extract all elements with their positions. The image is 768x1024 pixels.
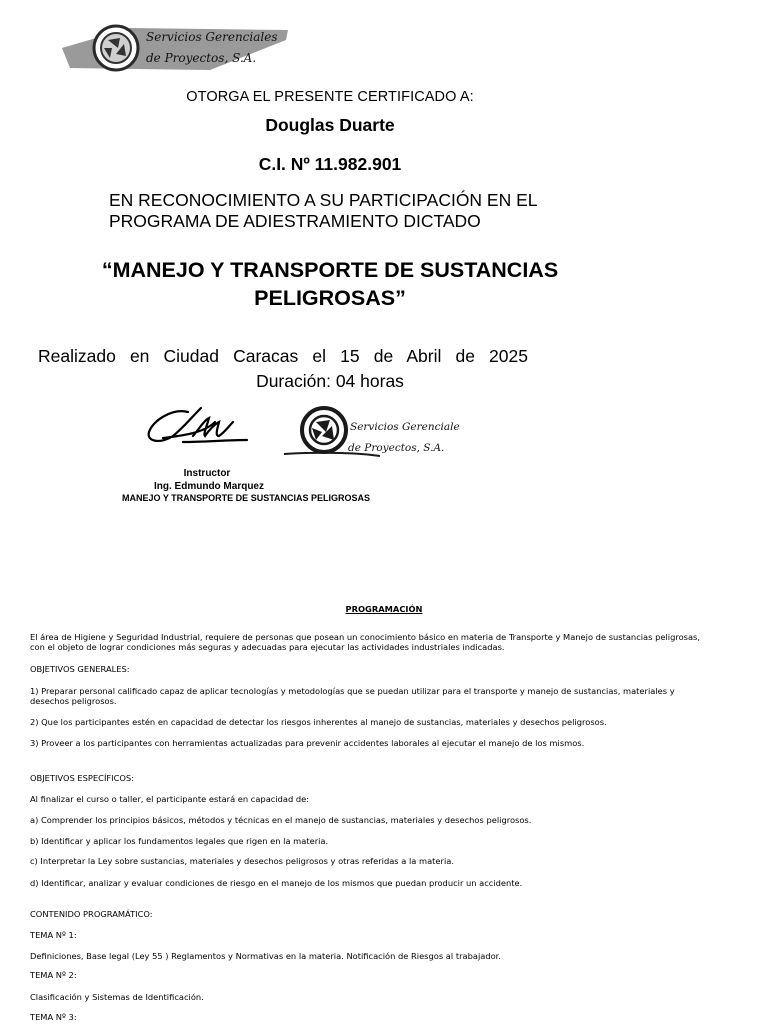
tema-1-description: Definiciones, Base legal (Ley 55 ) Reglamentos y Normativas en la materia. Notificación de Riesgos al trabajador. — [30, 951, 501, 961]
svg-text:Servicios Gerenciales: Servicios Gerenciales — [350, 421, 460, 433]
course-title-line1: “MANEJO Y TRANSPORTE DE SUSTANCIAS — [101, 258, 559, 282]
tema-2-description: Clasificación y Sistemas de Identificación. — [30, 992, 204, 1002]
recipient-id: C.I. Nº 11.982.901 — [258, 154, 402, 174]
recipient-name: Douglas Duarte — [265, 115, 395, 135]
recognition-line1: EN RECONOCIMIENTO A SU PARTICIPACIÓN EN EL — [109, 190, 538, 210]
objetivo-general-1-line1: 1) Preparar personal calificado capaz de aplicar tecnologías y metodologías que se puedan utilizar para el transporte y manejo de sustancias, materiales y — [30, 686, 675, 696]
tema-2-heading: TEMA Nº 2: — [30, 970, 77, 980]
location-date: Realizado en Ciudad Caracas el 15 de Abril de 2025 — [38, 346, 528, 366]
course-title — [40, 256, 620, 312]
objetivo-general-1-line2: desechos peligrosos. — [30, 696, 117, 706]
course-title-line2: PELIGROSAS” — [254, 286, 406, 310]
company-seal — [280, 402, 460, 466]
objetivo-especifico-b: b) Identificar y aplicar los fundamentos legales que rigen en la materia. — [30, 836, 329, 846]
tema-1-heading: TEMA Nº 1: — [30, 930, 77, 940]
objetivo-general-1 — [30, 686, 730, 706]
recognition-line2: PROGRAMA DE ADIESTRAMIENTO DICTADO — [109, 211, 481, 231]
objetivos-especificos-heading: OBJETIVOS ESPECÍFICOS: — [30, 773, 134, 783]
intro-line2: con el objeto de lograr condiciones más seguras y adecuadas para ejecutar las actividades industriales indicadas. — [30, 642, 505, 652]
contenido-heading: CONTENIDO PROGRAMÁTICO: — [30, 909, 153, 919]
programacion-heading: PROGRAMACIÓN — [345, 604, 423, 614]
svg-text:de Proyectos, S.A.: de Proyectos, S.A. — [348, 442, 445, 454]
company-name-line1: Servicios Gerenciales — [146, 30, 278, 44]
grant-line: OTORGA EL PRESENTE CERTIFICADO A: — [186, 89, 474, 105]
objetivo-especifico-d: d) Identificar, analizar y evaluar condiciones de riesgo en el manejo de los mismos que puedan producir un accidente. — [30, 878, 523, 888]
instructor-name: Ing. Edmundo Marquez — [154, 481, 264, 492]
duration: Duración: 04 horas — [256, 371, 404, 391]
objetivo-especifico-a: a) Comprender los principios básicos, métodos y técnicas en el manejo de sustancias, materiales y desechos peligrosos. — [30, 815, 532, 825]
intro-line1: El área de Higiene y Seguridad Industrial, requiere de personas que posean un conocimiento básico en materia de Transporte y Manejo de sustancias peligrosas, — [30, 632, 701, 642]
recognition-text — [109, 190, 629, 232]
objetivo-especifico-c: c) Interpretar la Ley sobre sustancias, materiales y desechos peligrosos y otras referidas a la materia. — [30, 856, 454, 866]
instructor-course: MANEJO Y TRANSPORTE DE SUSTANCIAS PELIGROSAS — [122, 493, 371, 503]
instructor-signature — [143, 400, 253, 455]
objetivos-generales-heading: OBJETIVOS GENERALES: — [30, 664, 130, 674]
tema-3-heading: TEMA Nº 3: — [30, 1012, 77, 1022]
especificos-intro: Al finalizar el curso o taller, el participante estará en capacidad de: — [30, 794, 310, 804]
objetivo-general-2: 2) Que los participantes estén en capacidad de detectar los riesgos inherentes al manejo de sustancias, materiales y desechos peligrosos. — [30, 717, 607, 727]
intro-paragraph — [30, 632, 730, 652]
company-logo — [60, 18, 292, 78]
instructor-title: Instructor — [183, 468, 231, 479]
objetivo-general-3: 3) Proveer a los participantes con herramientas actualizadas para prevenir accidentes laborales al ejecutar el manejo de los mismos. — [30, 738, 585, 748]
company-name-line2: de Proyectos, S.A. — [146, 51, 257, 65]
